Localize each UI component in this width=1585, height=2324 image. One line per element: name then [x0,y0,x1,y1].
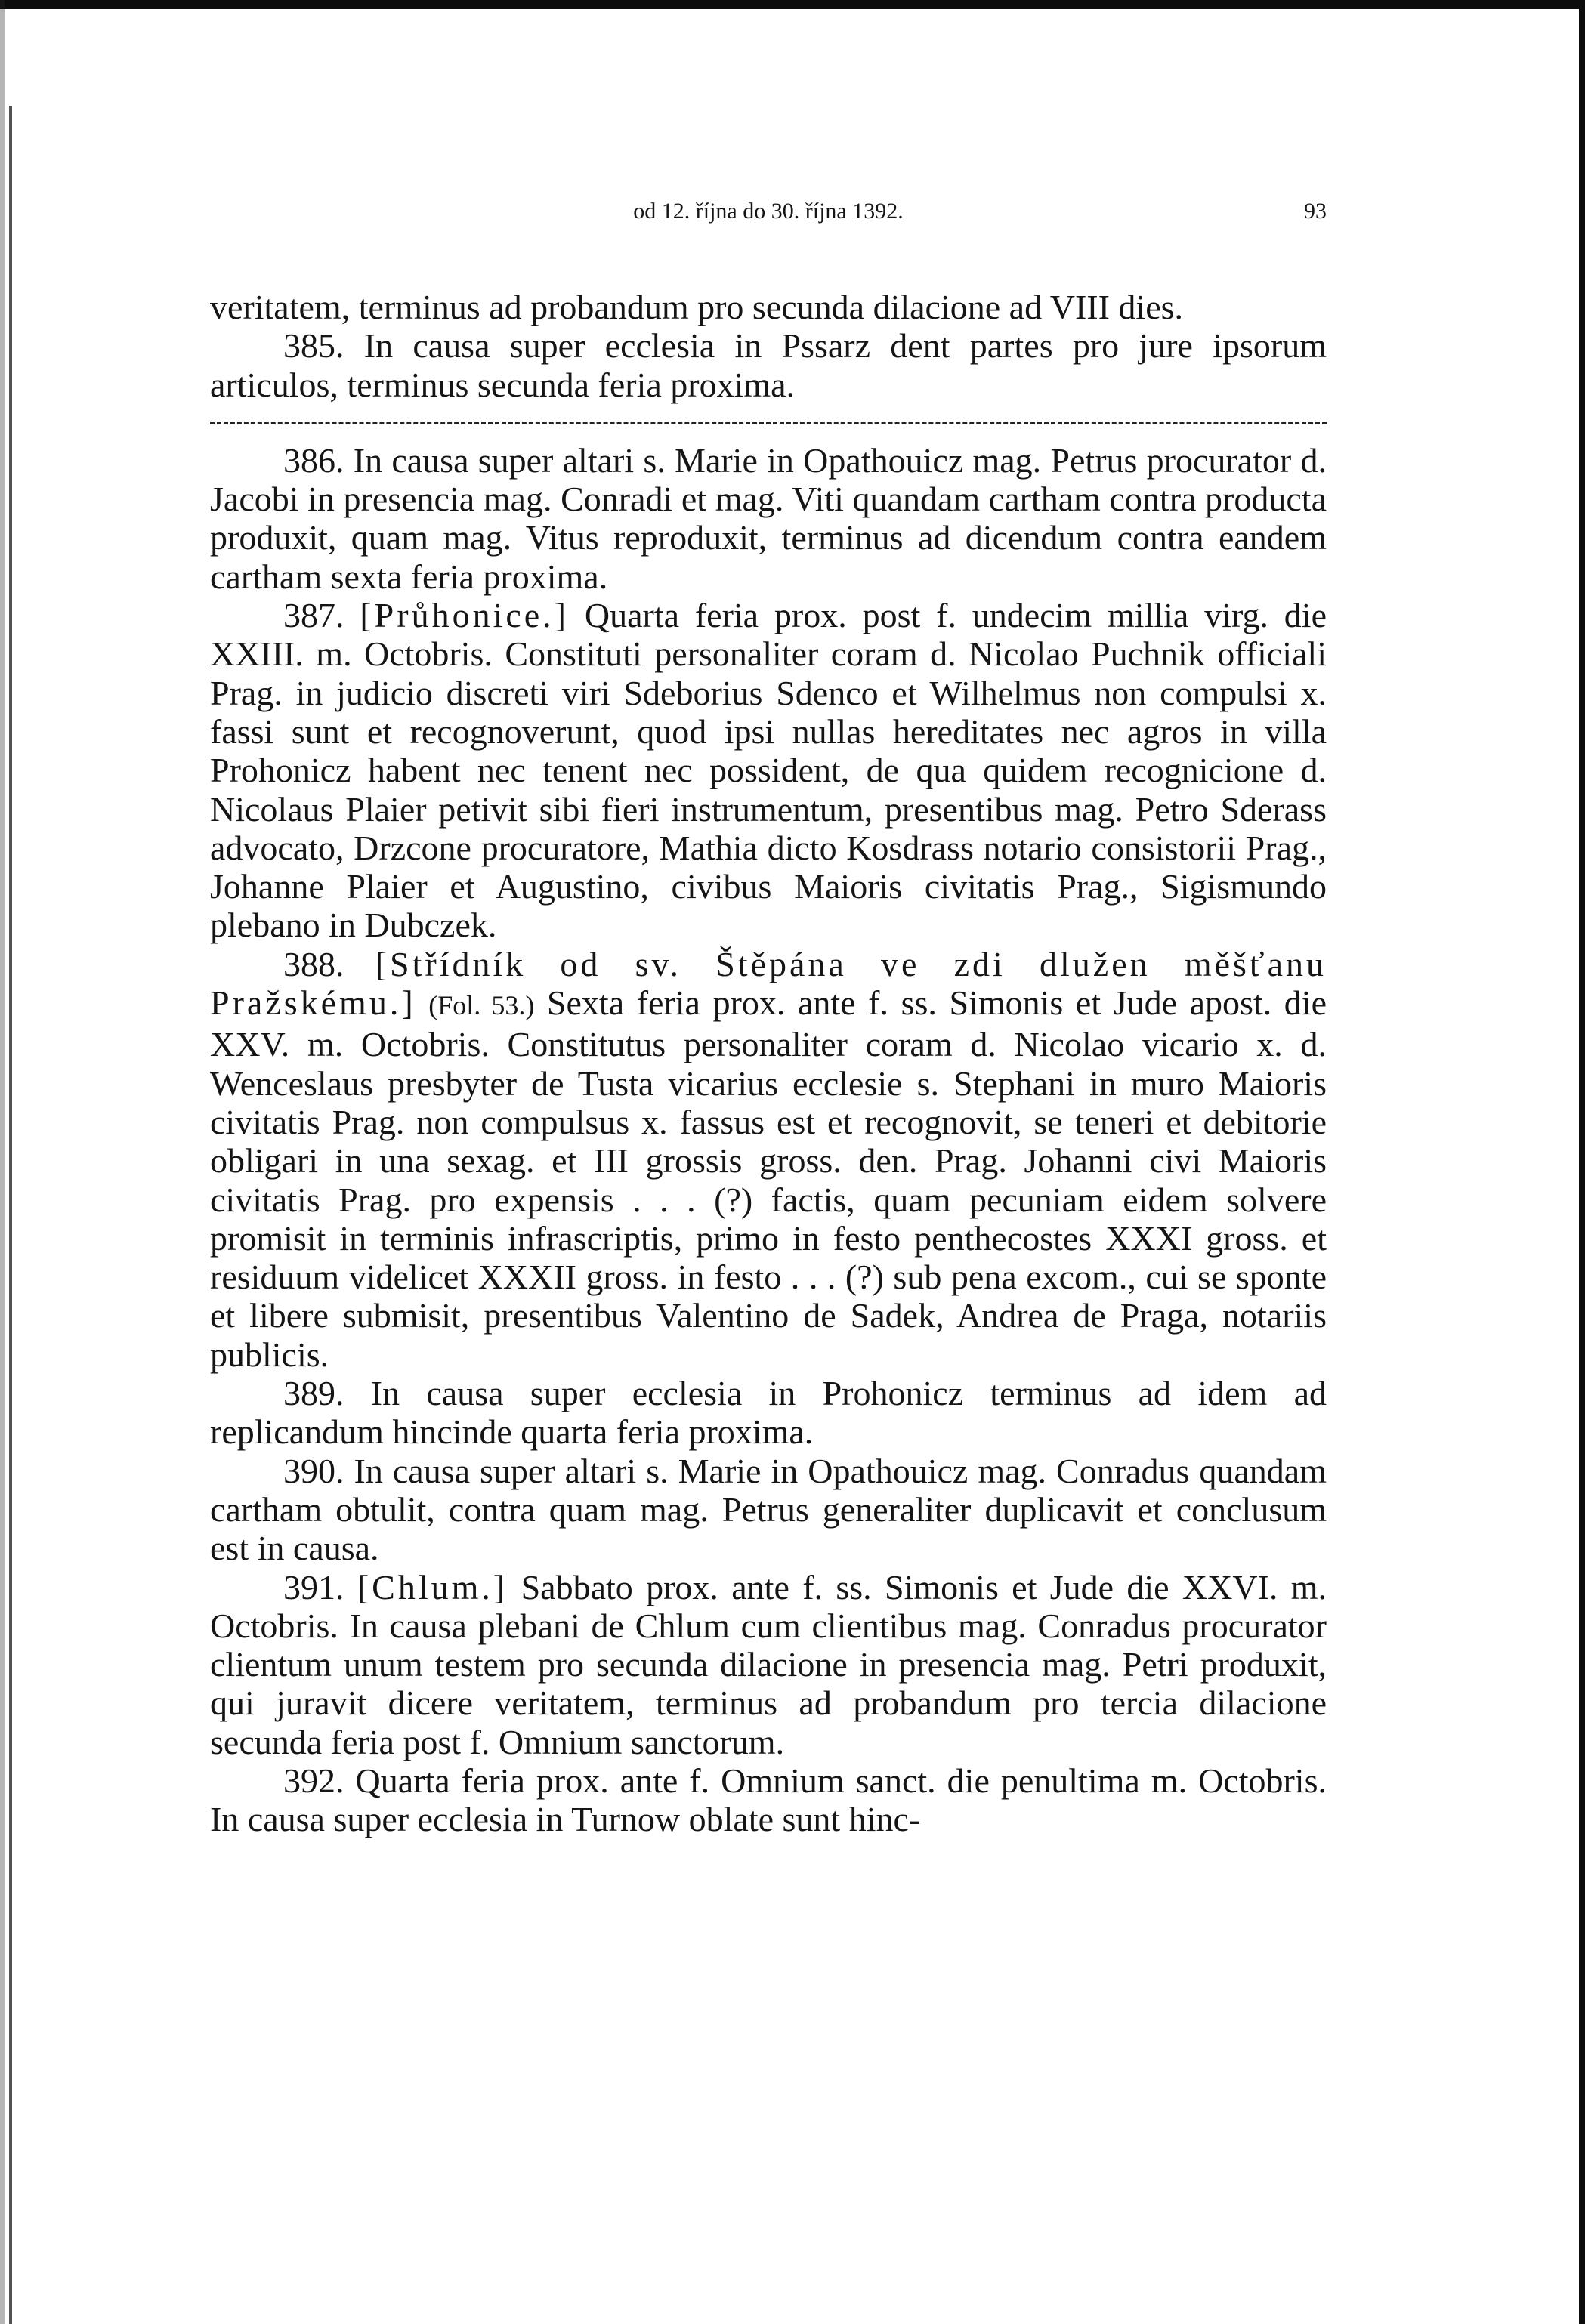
entry-386 [210,441,1327,596]
book-page [210,193,1327,1839]
text-run: 392. Quarta feria prox. ante f. Omnium sanct. die penultima m. Octobris. In causa super ecclesia in Turnow oblate sunt hinc- [210,1761,1327,1839]
running-title: od 12. října do 30. října 1392. [633,199,904,224]
text-run: 389. In causa super ecclesia in Prohonicz terminus ad idem ad replicandum hincinde quarta feria proxima. [210,1374,1327,1452]
entry-392 [210,1761,1327,1839]
text-run: (Fol. 53.) [428,990,535,1021]
text-run: Sabbato prox. ante f. ss. Simonis et Jude die XXVI. m. Octobris. In causa plebani de Chlum cum clientibus mag. Conradus procurator clientum unum testem pro secunda dilacione in presencia mag. Petri produxit, qui juravit dicere veritatem, terminus ad probandum pro tercia dilacione secunda feria post f. Omnium sanctorum. [210,1567,1327,1761]
entry-389 [210,1374,1327,1452]
text-run: [Střídník od sv. Štěpána ve zdi dlužen měšťanu Pražskému.] [210,944,1327,1023]
text-run: veritatem, terminus ad probandum pro secunda dilacione ad VIII dies. [210,288,1184,326]
dashed-separator [210,422,1327,424]
text-run: [Průhonice.] [360,596,569,635]
paragraph-continuation [210,288,1327,326]
page-number: 93 [1304,199,1327,224]
entry-388 [210,945,1327,1374]
text-run: 385. In causa super ecclesia in Pssarz dent partes pro jure ipsorum articulos, terminus secunda feria proxima. [210,326,1327,404]
text-run: Quarta feria prox. post f. undecim millia virg. die XXIII. m. Octobris. Constituti personaliter coram d. Nicolao Puchnik officiali Prag. in judicio discreti viri Sdeborius Sdenco et Wilhelmus non compulsi x. fassi sunt et recognoverunt, quod ipsi nullas hereditates nec agros in villa Prohonicz habent nec tenent nec possident, de qua quidem recognicione d. Nicolaus Plaier petivit sibi fieri instrumentum, presentibus mag. Petro Sderass advocato, Drzcone procuratore, Mathia dicto Kosdrass notario consistorii Prag., Johanne Plaier et Augustino, civibus Maioris civitatis Prag., Sigismundo plebano in Dubczek. [210,596,1327,945]
scan-edge-shadow [0,0,5,2324]
entry-390 [210,1452,1327,1568]
text-run: [Chlum.] [357,1567,508,1606]
entry-385 [210,326,1327,404]
text-run: Sexta feria prox. ante f. ss. Simonis et Jude apost. die XXV. m. Octobris. Constitutus personaliter coram d. Nicolao vicario x. d. Wenceslaus presbyter de Tusta vicarius ecclesie s. Stephani in muro Maioris civitatis Prag. non compulsus x. fassus est et recognovit, se teneri et debitorie obligari in una sexag. et III grossis gross. den. Prag. Johanni civi Maioris civitatis Prag. pro expensis . . . (?) factis, quam pecuniam eidem solvere promisit in terminis infrascriptis, primo in festo penthecostes XXXI gross. et residuum videlicet XXXII gross. in festo . . . (?) sub pena excom., cui se sponte et libere submisit, presentibus Valentino de Sadek, Andrea de Praga, notariis publicis. [210,983,1327,1374]
entry-391 [210,1568,1327,1761]
text-run: 390. In causa super altari s. Marie in Opathouicz mag. Conradus quandam cartham obtulit, contra quam mag. Petrus generaliter duplicavit et conclusum est in causa. [210,1451,1327,1568]
entry-387 [210,596,1327,945]
scan-binding-edge [9,106,12,2324]
text-run: 387. [283,596,360,635]
text-run: 386. In causa super altari s. Marie in Opathouicz mag. Petrus procurator d. Jacobi in presencia mag. Conradi et mag. Viti quandam cartham contra producta produxit, quam mag. Vitus reproduxit, terminus ad dicendum contra eandem cartham sexta feria proxima. [210,440,1327,596]
text-run: 391. [283,1567,357,1606]
text-run [416,983,429,1022]
text-run: 388. [283,944,375,983]
body-text [210,288,1327,1839]
running-header [210,193,1327,230]
